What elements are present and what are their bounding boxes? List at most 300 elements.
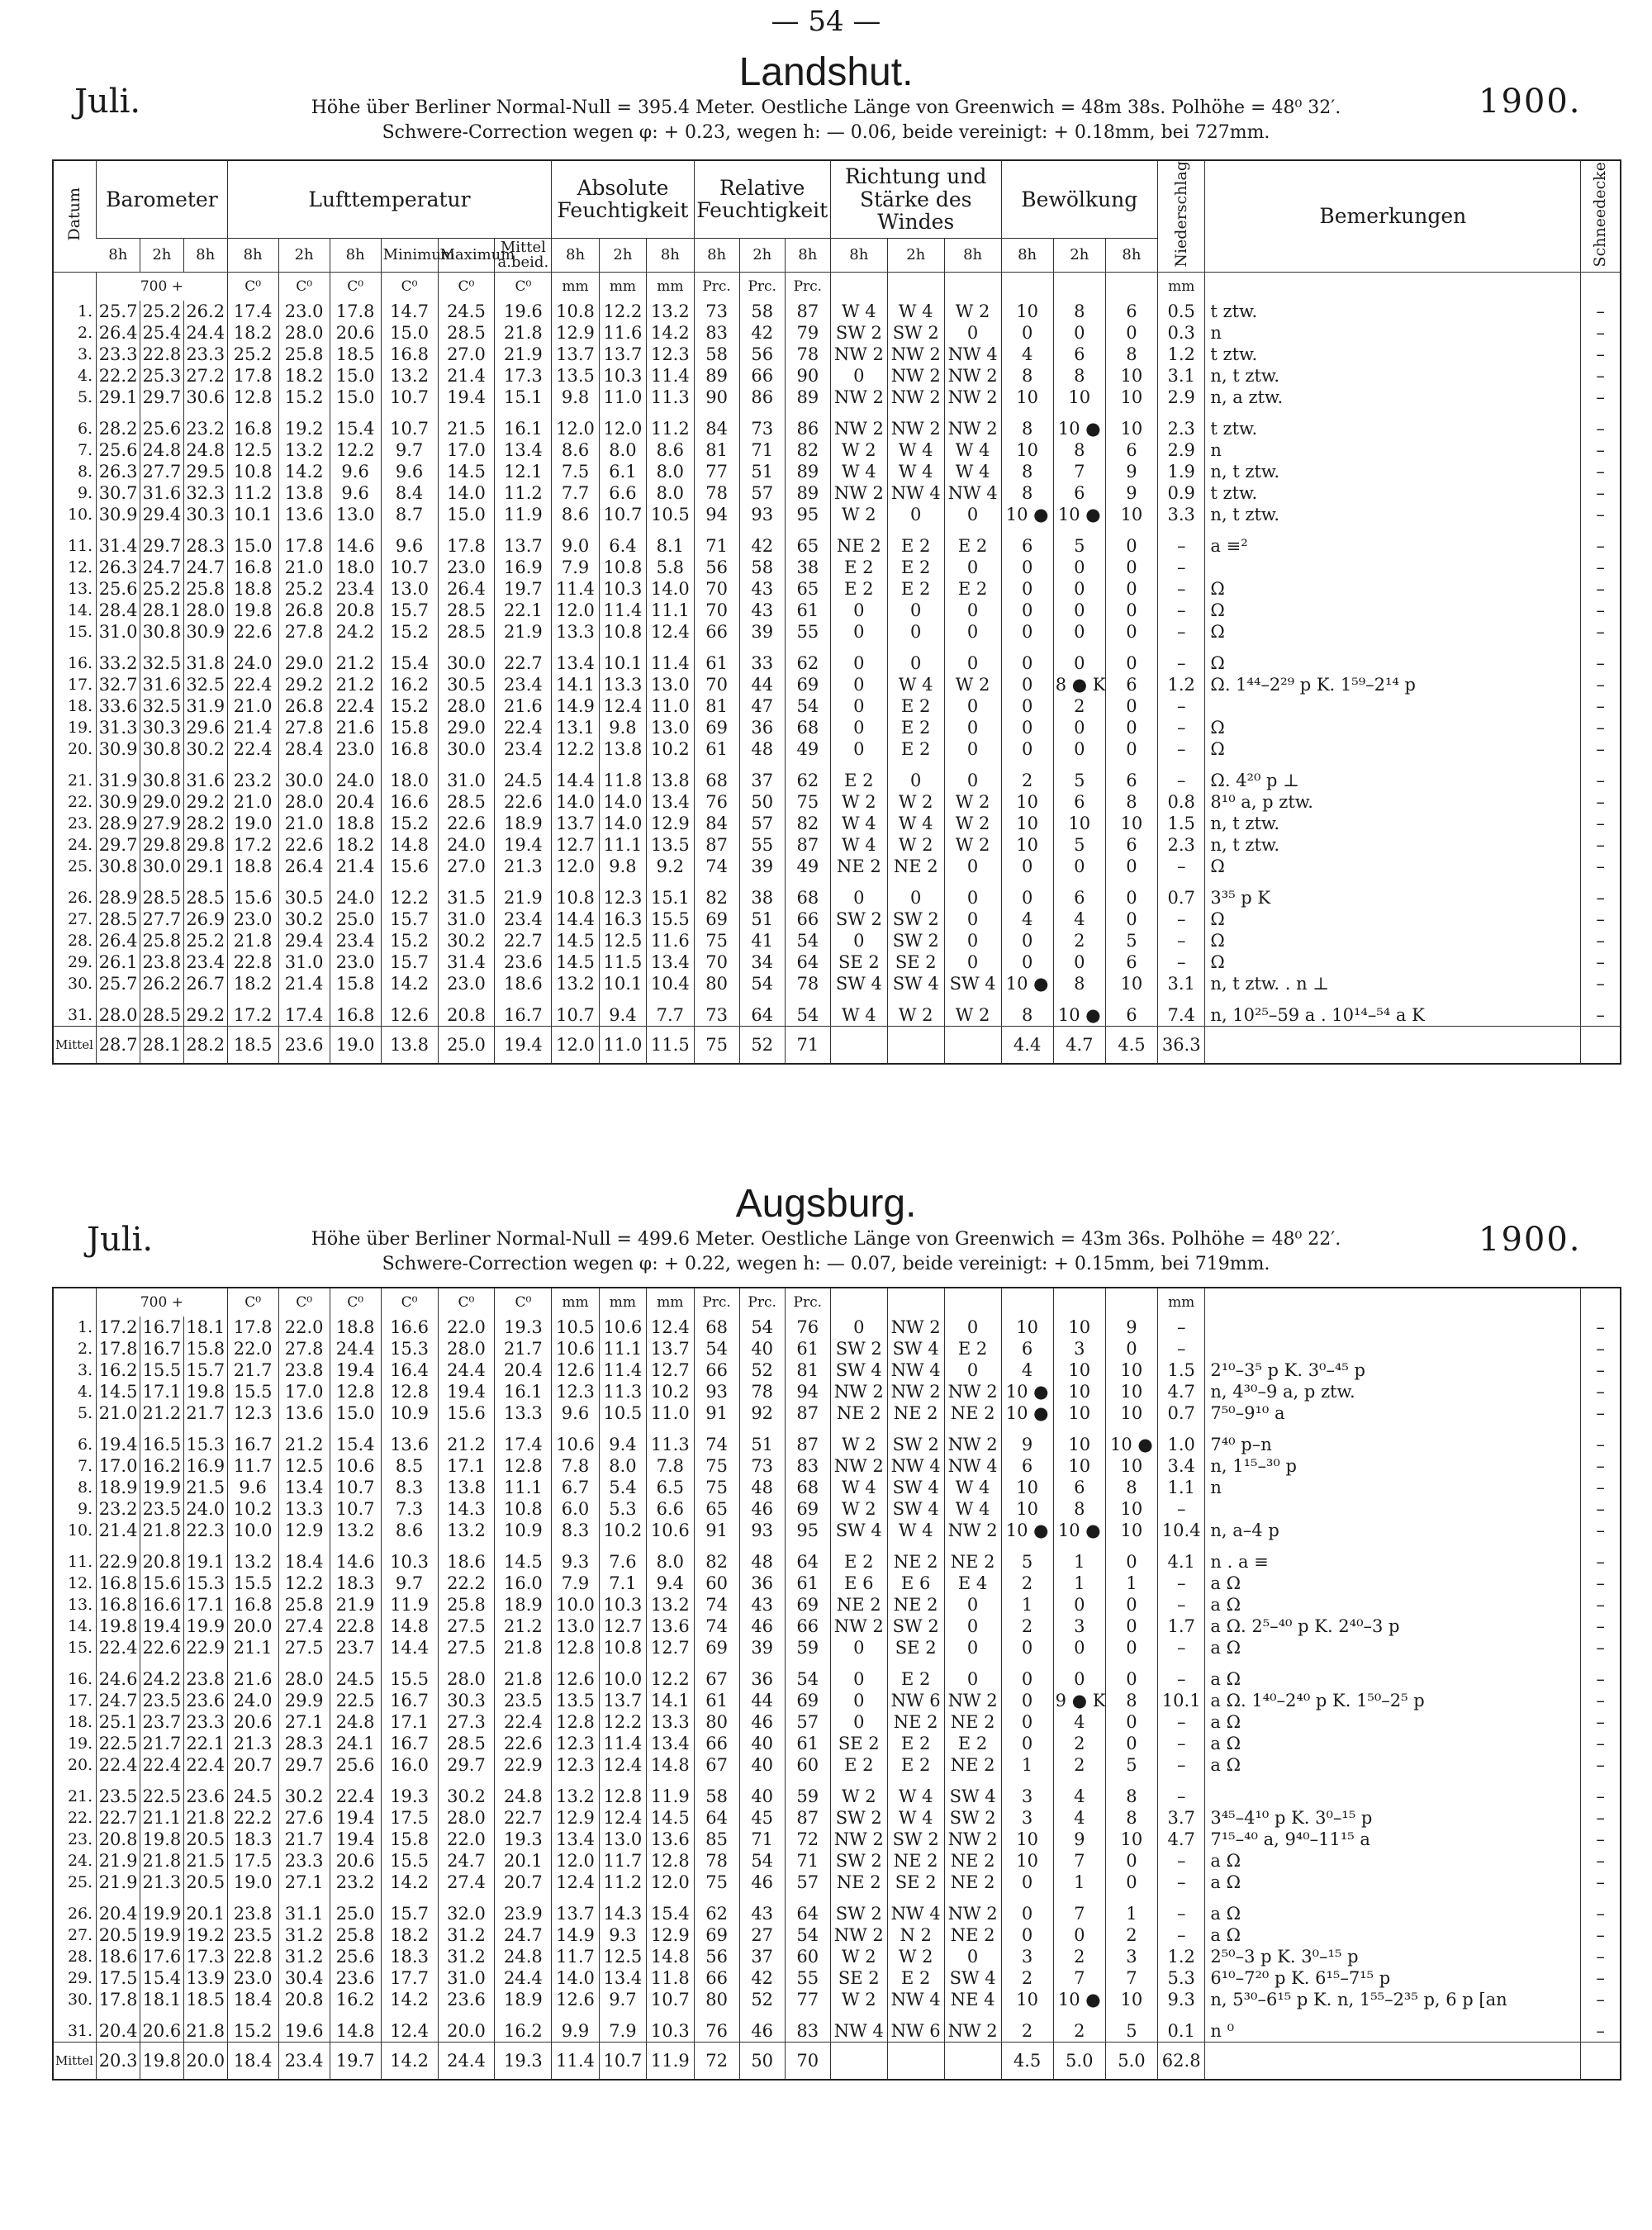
data-cell: W 4 [944, 461, 1001, 482]
data-cell: 20.8 [330, 600, 381, 621]
day-cell: 13. [67, 580, 93, 599]
data-cell: 10.0 [599, 1658, 646, 1690]
data-cell: 29.0 [438, 717, 495, 738]
data-cell: 30.5 [278, 877, 330, 909]
data-cell: 17.8 [97, 1989, 140, 2010]
data-cell: 95 [785, 504, 830, 525]
data-cell: 21.2 [330, 643, 381, 674]
day-cell: 22. [67, 1809, 93, 1827]
data-cell: – [1581, 600, 1620, 621]
day-cell: 12. [67, 1574, 93, 1592]
data-cell: 21.8 [140, 1520, 183, 1541]
data-cell: 21.8 [495, 1637, 552, 1658]
data-cell: – [1581, 1711, 1620, 1733]
data-cell: 13.7 [647, 1338, 694, 1359]
data-cell: 0 [830, 1637, 887, 1658]
data-cell: W 2 [830, 504, 887, 525]
data-cell: SW 2 [944, 1807, 1001, 1829]
data-cell: 0 [1001, 1637, 1053, 1658]
header-schneedecke: Schneedecke [1591, 161, 1610, 268]
data-cell: 28.5 [438, 322, 495, 344]
data-cell: 12.3 [227, 1402, 278, 1424]
table-row [54, 461, 1620, 482]
data-cell: NE 2 [830, 1594, 887, 1616]
data-cell: 22.4 [140, 1754, 183, 1776]
data-cell: 20.8 [278, 1989, 330, 2010]
data-cell: 1.0 [1157, 1424, 1204, 1455]
data-cell: 69 [785, 674, 830, 695]
data-cell: 0 [830, 674, 887, 695]
data-cell: NW 4 [887, 1989, 944, 2010]
data-cell: 26.4 [438, 578, 495, 600]
data-cell: 25.8 [330, 1924, 381, 1946]
data-cell: 67 [694, 1754, 739, 1776]
data-cell: 3 [1001, 1776, 1053, 1807]
data-cell: 23.5 [140, 1690, 183, 1711]
data-cell: 21.5 [183, 1477, 227, 1498]
station-title-augsburg: Augsburg. [735, 1182, 917, 1226]
data-cell: 0 [944, 322, 1001, 344]
data-cell: 20.5 [183, 1829, 227, 1850]
data-cell: 10.1 [599, 973, 646, 994]
mittel-cell: 36.3 [1158, 1027, 1205, 1064]
data-cell: 0 [944, 600, 1001, 621]
data-cell: NE 2 [944, 1541, 1001, 1573]
data-cell: 8.1 [647, 525, 694, 557]
month-label-landshut: Juli. [74, 83, 141, 121]
data-cell: NE 2 [830, 1402, 887, 1424]
data-cell: 22.3 [183, 1520, 227, 1541]
data-cell: – [1581, 1754, 1620, 1776]
data-cell: 31.3 [97, 717, 140, 738]
data-cell: 17.8 [438, 525, 495, 557]
data-cell: 11.0 [599, 387, 646, 408]
data-cell: 3.4 [1157, 1455, 1204, 1477]
data-cell: 0 [1053, 1594, 1105, 1616]
day-cell: 23. [67, 1830, 93, 1848]
data-cell: 3.1 [1158, 365, 1205, 387]
data-cell: 16.9 [183, 1455, 227, 1477]
data-cell: 14.3 [599, 1893, 646, 1924]
data-cell: 0 [1001, 1690, 1053, 1711]
data-cell: 13.8 [278, 482, 330, 504]
sub-header: 8h [330, 238, 381, 273]
data-cell: 28.5 [438, 621, 495, 643]
data-cell: 30.9 [97, 738, 140, 760]
data-cell: 24.4 [183, 322, 227, 344]
data-cell: W 2 [944, 813, 1001, 834]
data-cell: 0 [944, 504, 1001, 525]
data-cell: 8 [1001, 994, 1053, 1027]
data-cell: 10.1 [1157, 1690, 1204, 1711]
data-cell: 69 [694, 717, 739, 738]
data-cell: 11.7 [227, 1455, 278, 1477]
data-cell: 13.0 [330, 504, 381, 525]
mittel-cell: 4.5 [1001, 2043, 1053, 2080]
day-cell: 20. [67, 1756, 93, 1774]
data-cell: 6.5 [647, 1477, 694, 1498]
mittel-cell: 11.9 [647, 2043, 694, 2080]
table-augsburg [52, 1287, 1621, 2081]
data-cell: 7.9 [599, 2010, 646, 2043]
data-cell: 27.5 [278, 1637, 330, 1658]
data-cell: 0 [944, 1317, 1001, 1338]
data-cell: 89 [785, 387, 830, 408]
data-cell: – [1158, 717, 1205, 738]
data-cell: 12.4 [599, 1807, 646, 1829]
table-row [54, 813, 1620, 834]
data-cell: 0 [1001, 738, 1053, 760]
data-cell: 39 [739, 1637, 785, 1658]
sub-header-minimum: Minimum [381, 238, 438, 273]
data-cell: W 4 [887, 813, 944, 834]
table-row [54, 1338, 1620, 1359]
data-cell: 27.9 [140, 813, 183, 834]
data-cell: 54 [739, 1850, 785, 1872]
data-cell: 13.7 [552, 1893, 599, 1924]
data-cell: 82 [785, 813, 830, 834]
data-cell: 27.0 [438, 344, 495, 365]
data-cell: W 4 [830, 994, 887, 1027]
table-row [54, 1872, 1620, 1893]
remark-cell: a ≡² [1205, 525, 1581, 557]
data-cell: NE 4 [944, 1989, 1001, 2010]
data-cell: 24.5 [495, 760, 552, 791]
data-cell: 0.7 [1157, 1402, 1204, 1424]
data-cell: 10 [1105, 408, 1157, 439]
data-cell: 14.9 [552, 695, 599, 717]
data-cell: 0.9 [1158, 482, 1205, 504]
data-cell: SW 4 [944, 973, 1001, 994]
unit-cell [1001, 273, 1053, 301]
data-cell: – [1581, 1872, 1620, 1893]
data-cell: 61 [694, 643, 739, 674]
data-cell: 24.0 [227, 643, 278, 674]
data-cell: 15.4 [330, 408, 381, 439]
data-cell: E 2 [944, 1338, 1001, 1359]
data-cell: 0 [1053, 578, 1105, 600]
table-row [54, 1711, 1620, 1733]
data-cell: 10 [1053, 1381, 1105, 1402]
data-cell: 17.1 [438, 1455, 495, 1477]
data-cell: 24.8 [330, 1711, 381, 1733]
data-cell: 10 ● [1001, 1381, 1053, 1402]
data-cell: – [1581, 387, 1620, 408]
data-cell: 48 [739, 1477, 785, 1498]
data-cell: 18.0 [330, 557, 381, 578]
data-cell: 14.2 [278, 461, 330, 482]
data-cell: NW 2 [830, 387, 887, 408]
mittel-cell: 19.0 [330, 1027, 381, 1064]
data-cell: 0.5 [1158, 301, 1205, 322]
data-cell: 0 [1001, 1658, 1053, 1690]
data-cell: 14.0 [552, 791, 599, 813]
data-cell: W 2 [887, 994, 944, 1027]
data-cell: 19.8 [140, 1829, 183, 1850]
data-cell: 18.4 [278, 1541, 330, 1573]
data-cell: 25.6 [97, 578, 140, 600]
data-cell: 14.5 [438, 461, 495, 482]
data-cell: – [1158, 557, 1205, 578]
data-cell: 15.2 [381, 813, 438, 834]
data-cell: 8 [1001, 482, 1053, 504]
remark-cell: n, a ztw. [1205, 387, 1581, 408]
data-cell: 23.4 [495, 674, 552, 695]
data-cell: 25.7 [97, 973, 140, 994]
data-cell: 14.8 [647, 1754, 694, 1776]
data-cell: 10 ● [1053, 408, 1105, 439]
table-row [54, 1455, 1620, 1477]
data-cell: 28.1 [140, 600, 183, 621]
data-cell: 2.3 [1158, 408, 1205, 439]
data-cell: 23.0 [330, 951, 381, 973]
data-cell: 4.1 [1157, 1541, 1204, 1573]
data-cell: 51 [739, 909, 785, 930]
data-cell: 21.6 [495, 695, 552, 717]
data-cell: SW 4 [887, 1338, 944, 1359]
data-cell: 22.4 [227, 674, 278, 695]
station-title-landshut: Landshut. [738, 50, 914, 94]
data-cell: 71 [694, 525, 739, 557]
data-cell: 9.6 [381, 525, 438, 557]
data-cell: 12.7 [599, 1616, 646, 1637]
data-cell: 8 ● K [1053, 674, 1105, 695]
data-cell: 0 [1105, 1733, 1157, 1754]
data-cell: 22.5 [140, 1776, 183, 1807]
data-cell: 8 [1105, 1807, 1157, 1829]
data-cell: 21.7 [227, 1359, 278, 1381]
data-cell: SE 2 [830, 1733, 887, 1754]
data-cell: – [1157, 1573, 1204, 1594]
data-cell: SW 2 [830, 1850, 887, 1872]
data-cell: 24.8 [183, 439, 227, 461]
data-cell: 0.7 [1158, 877, 1205, 909]
day-cell: 11. [67, 1553, 93, 1571]
data-cell: 6 [1053, 791, 1105, 813]
data-cell: 20.8 [140, 1541, 183, 1573]
data-cell: 19.8 [97, 1616, 140, 1637]
data-cell: 8 [1053, 1498, 1105, 1520]
data-cell: NE 2 [944, 1924, 1001, 1946]
data-cell: 18.1 [183, 1317, 227, 1338]
day-cell: 18. [67, 697, 93, 716]
data-cell: 30.2 [278, 1776, 330, 1807]
data-cell: 13.4 [647, 951, 694, 973]
data-cell: 8 [1105, 1477, 1157, 1498]
data-cell: 16.2 [381, 674, 438, 695]
mittel-cell: 50 [739, 2043, 785, 2080]
data-cell: 5 [1105, 1754, 1157, 1776]
data-cell: 23.3 [183, 1711, 227, 1733]
sub-header: 8h [183, 238, 227, 273]
data-cell: 93 [694, 1381, 739, 1402]
mittel-cell: 5.0 [1053, 2043, 1105, 2080]
data-cell: W 2 [830, 1424, 887, 1455]
data-cell: 42 [739, 525, 785, 557]
table-row [54, 2010, 1620, 2043]
data-cell: 21.0 [227, 791, 278, 813]
data-cell: 22.2 [227, 1807, 278, 1829]
data-cell: 0 [1105, 909, 1157, 930]
data-cell: 20.7 [227, 1754, 278, 1776]
data-cell: 7 [1053, 1850, 1105, 1872]
remark-cell: Ω [1205, 600, 1581, 621]
data-cell: 0 [830, 930, 887, 951]
data-cell: 24.6 [97, 1658, 140, 1690]
data-cell: E 2 [830, 1754, 887, 1776]
data-cell: 10 [1053, 387, 1105, 408]
data-cell: 12.7 [552, 834, 599, 856]
data-cell: 9.3 [552, 1541, 599, 1573]
data-cell: 10 [1001, 301, 1053, 322]
data-cell: – [1157, 1733, 1204, 1754]
data-cell: 61 [694, 738, 739, 760]
unit-row [54, 273, 1620, 301]
data-cell: W 2 [887, 1946, 944, 1967]
table-row [54, 973, 1620, 994]
remark-cell: 7⁴⁰ p–n [1205, 1424, 1581, 1455]
unit-cell: mm [647, 1288, 694, 1317]
data-cell: 66 [694, 1359, 739, 1381]
data-cell: – [1581, 674, 1620, 695]
table-row [54, 1754, 1620, 1776]
data-cell: 24.2 [330, 621, 381, 643]
data-cell: – [1581, 1359, 1620, 1381]
data-cell: W 2 [944, 301, 1001, 322]
data-cell: 21.4 [227, 717, 278, 738]
data-cell: 11.7 [552, 1946, 599, 1967]
data-cell: – [1581, 695, 1620, 717]
data-cell: 19.3 [495, 1317, 552, 1338]
data-cell: 22.1 [183, 1733, 227, 1754]
data-cell: 14.4 [381, 1637, 438, 1658]
data-cell: 26.2 [183, 301, 227, 322]
data-cell: 6 [1053, 344, 1105, 365]
data-cell: 55 [785, 621, 830, 643]
data-cell: 24.0 [438, 834, 495, 856]
data-cell: NW 2 [830, 1616, 887, 1637]
data-cell: 47 [739, 695, 785, 717]
data-cell: W 4 [887, 461, 944, 482]
table-row [54, 1424, 1620, 1455]
data-cell: 12.8 [647, 1850, 694, 1872]
data-cell: 13.4 [495, 439, 552, 461]
data-cell: 10.2 [599, 1520, 646, 1541]
sub-header: 8h [647, 238, 694, 273]
data-cell: 0 [1001, 1924, 1053, 1946]
data-cell: – [1157, 1338, 1204, 1359]
data-cell: 21.4 [438, 365, 495, 387]
data-cell: 31.2 [278, 1924, 330, 1946]
unit-cell [1053, 1288, 1105, 1317]
data-cell: 31.9 [97, 760, 140, 791]
data-cell: 21.7 [278, 1829, 330, 1850]
data-cell: NW 4 [944, 482, 1001, 504]
data-cell: 22.0 [227, 1338, 278, 1359]
mittel-cell: 11.4 [552, 2043, 599, 2080]
data-cell: 16.8 [227, 1594, 278, 1616]
data-cell: W 2 [830, 791, 887, 813]
mittel-cell: 19.8 [140, 2043, 183, 2080]
remark-cell: 7¹⁵–⁴⁰ a, 9⁴⁰–11¹⁵ a [1205, 1829, 1581, 1850]
data-cell: 15.2 [278, 387, 330, 408]
data-cell: – [1581, 1424, 1620, 1455]
data-cell: 40 [739, 1776, 785, 1807]
day-cell: 4. [78, 367, 93, 386]
data-cell: 10 [1001, 1477, 1053, 1498]
mittel-cell: 11.0 [599, 1027, 646, 1064]
data-cell: – [1158, 951, 1205, 973]
data-cell: NW 2 [944, 2010, 1001, 2043]
data-cell: 9.0 [552, 525, 599, 557]
data-cell: – [1581, 1616, 1620, 1637]
data-cell: – [1581, 791, 1620, 813]
data-cell: 9.4 [599, 1424, 646, 1455]
data-cell: 46 [739, 1498, 785, 1520]
data-cell: W 4 [830, 1477, 887, 1498]
data-cell: 1 [1105, 1893, 1157, 1924]
remark-cell: a Ω [1205, 1733, 1581, 1754]
data-cell: NE 2 [830, 525, 887, 557]
data-cell: 16.4 [381, 1359, 438, 1381]
table-row [54, 439, 1620, 461]
data-cell: 62 [785, 643, 830, 674]
data-cell: 19.8 [183, 1381, 227, 1402]
data-cell: 29.6 [183, 717, 227, 738]
data-cell: 30.0 [438, 738, 495, 760]
data-cell: 16.6 [140, 1594, 183, 1616]
data-cell: 26.4 [278, 856, 330, 877]
data-cell: 56 [739, 344, 785, 365]
data-cell: 22.6 [438, 813, 495, 834]
data-cell: 10 [1001, 1850, 1053, 1872]
data-cell: 17.4 [227, 301, 278, 322]
data-cell: 17.2 [97, 1317, 140, 1338]
table-row [54, 695, 1620, 717]
data-cell: 43 [739, 600, 785, 621]
data-cell: 46 [739, 2010, 785, 2043]
data-cell: 13.8 [599, 738, 646, 760]
mittel-cell [1205, 1027, 1581, 1064]
data-cell: 10 [1001, 813, 1053, 834]
data-cell: SW 2 [830, 1893, 887, 1924]
data-cell: 0 [944, 951, 1001, 973]
remark-cell: 8¹⁰ a, p ztw. [1205, 791, 1581, 813]
data-cell: 23.4 [495, 909, 552, 930]
data-cell: 10 [1105, 1498, 1157, 1520]
data-cell: 18.5 [183, 1989, 227, 2010]
data-cell: 14.5 [552, 951, 599, 973]
data-cell: E 2 [887, 695, 944, 717]
data-cell: 58 [694, 1776, 739, 1807]
data-cell: NW 6 [887, 1690, 944, 1711]
day-cell: 28. [67, 1948, 93, 1966]
data-cell: – [1581, 1807, 1620, 1829]
data-cell: 10.9 [381, 1402, 438, 1424]
data-cell: SW 4 [830, 1520, 887, 1541]
data-cell: – [1158, 738, 1205, 760]
data-cell: – [1581, 1893, 1620, 1924]
data-cell: 6.4 [599, 525, 646, 557]
data-cell: – [1581, 1520, 1620, 1541]
data-cell: 82 [694, 877, 739, 909]
data-cell: 16.8 [330, 994, 381, 1027]
data-cell: 23.0 [438, 973, 495, 994]
data-cell: 11.6 [599, 322, 646, 344]
data-cell: 19.0 [227, 813, 278, 834]
data-cell: 8.6 [381, 1520, 438, 1541]
data-cell: 29.7 [97, 834, 140, 856]
